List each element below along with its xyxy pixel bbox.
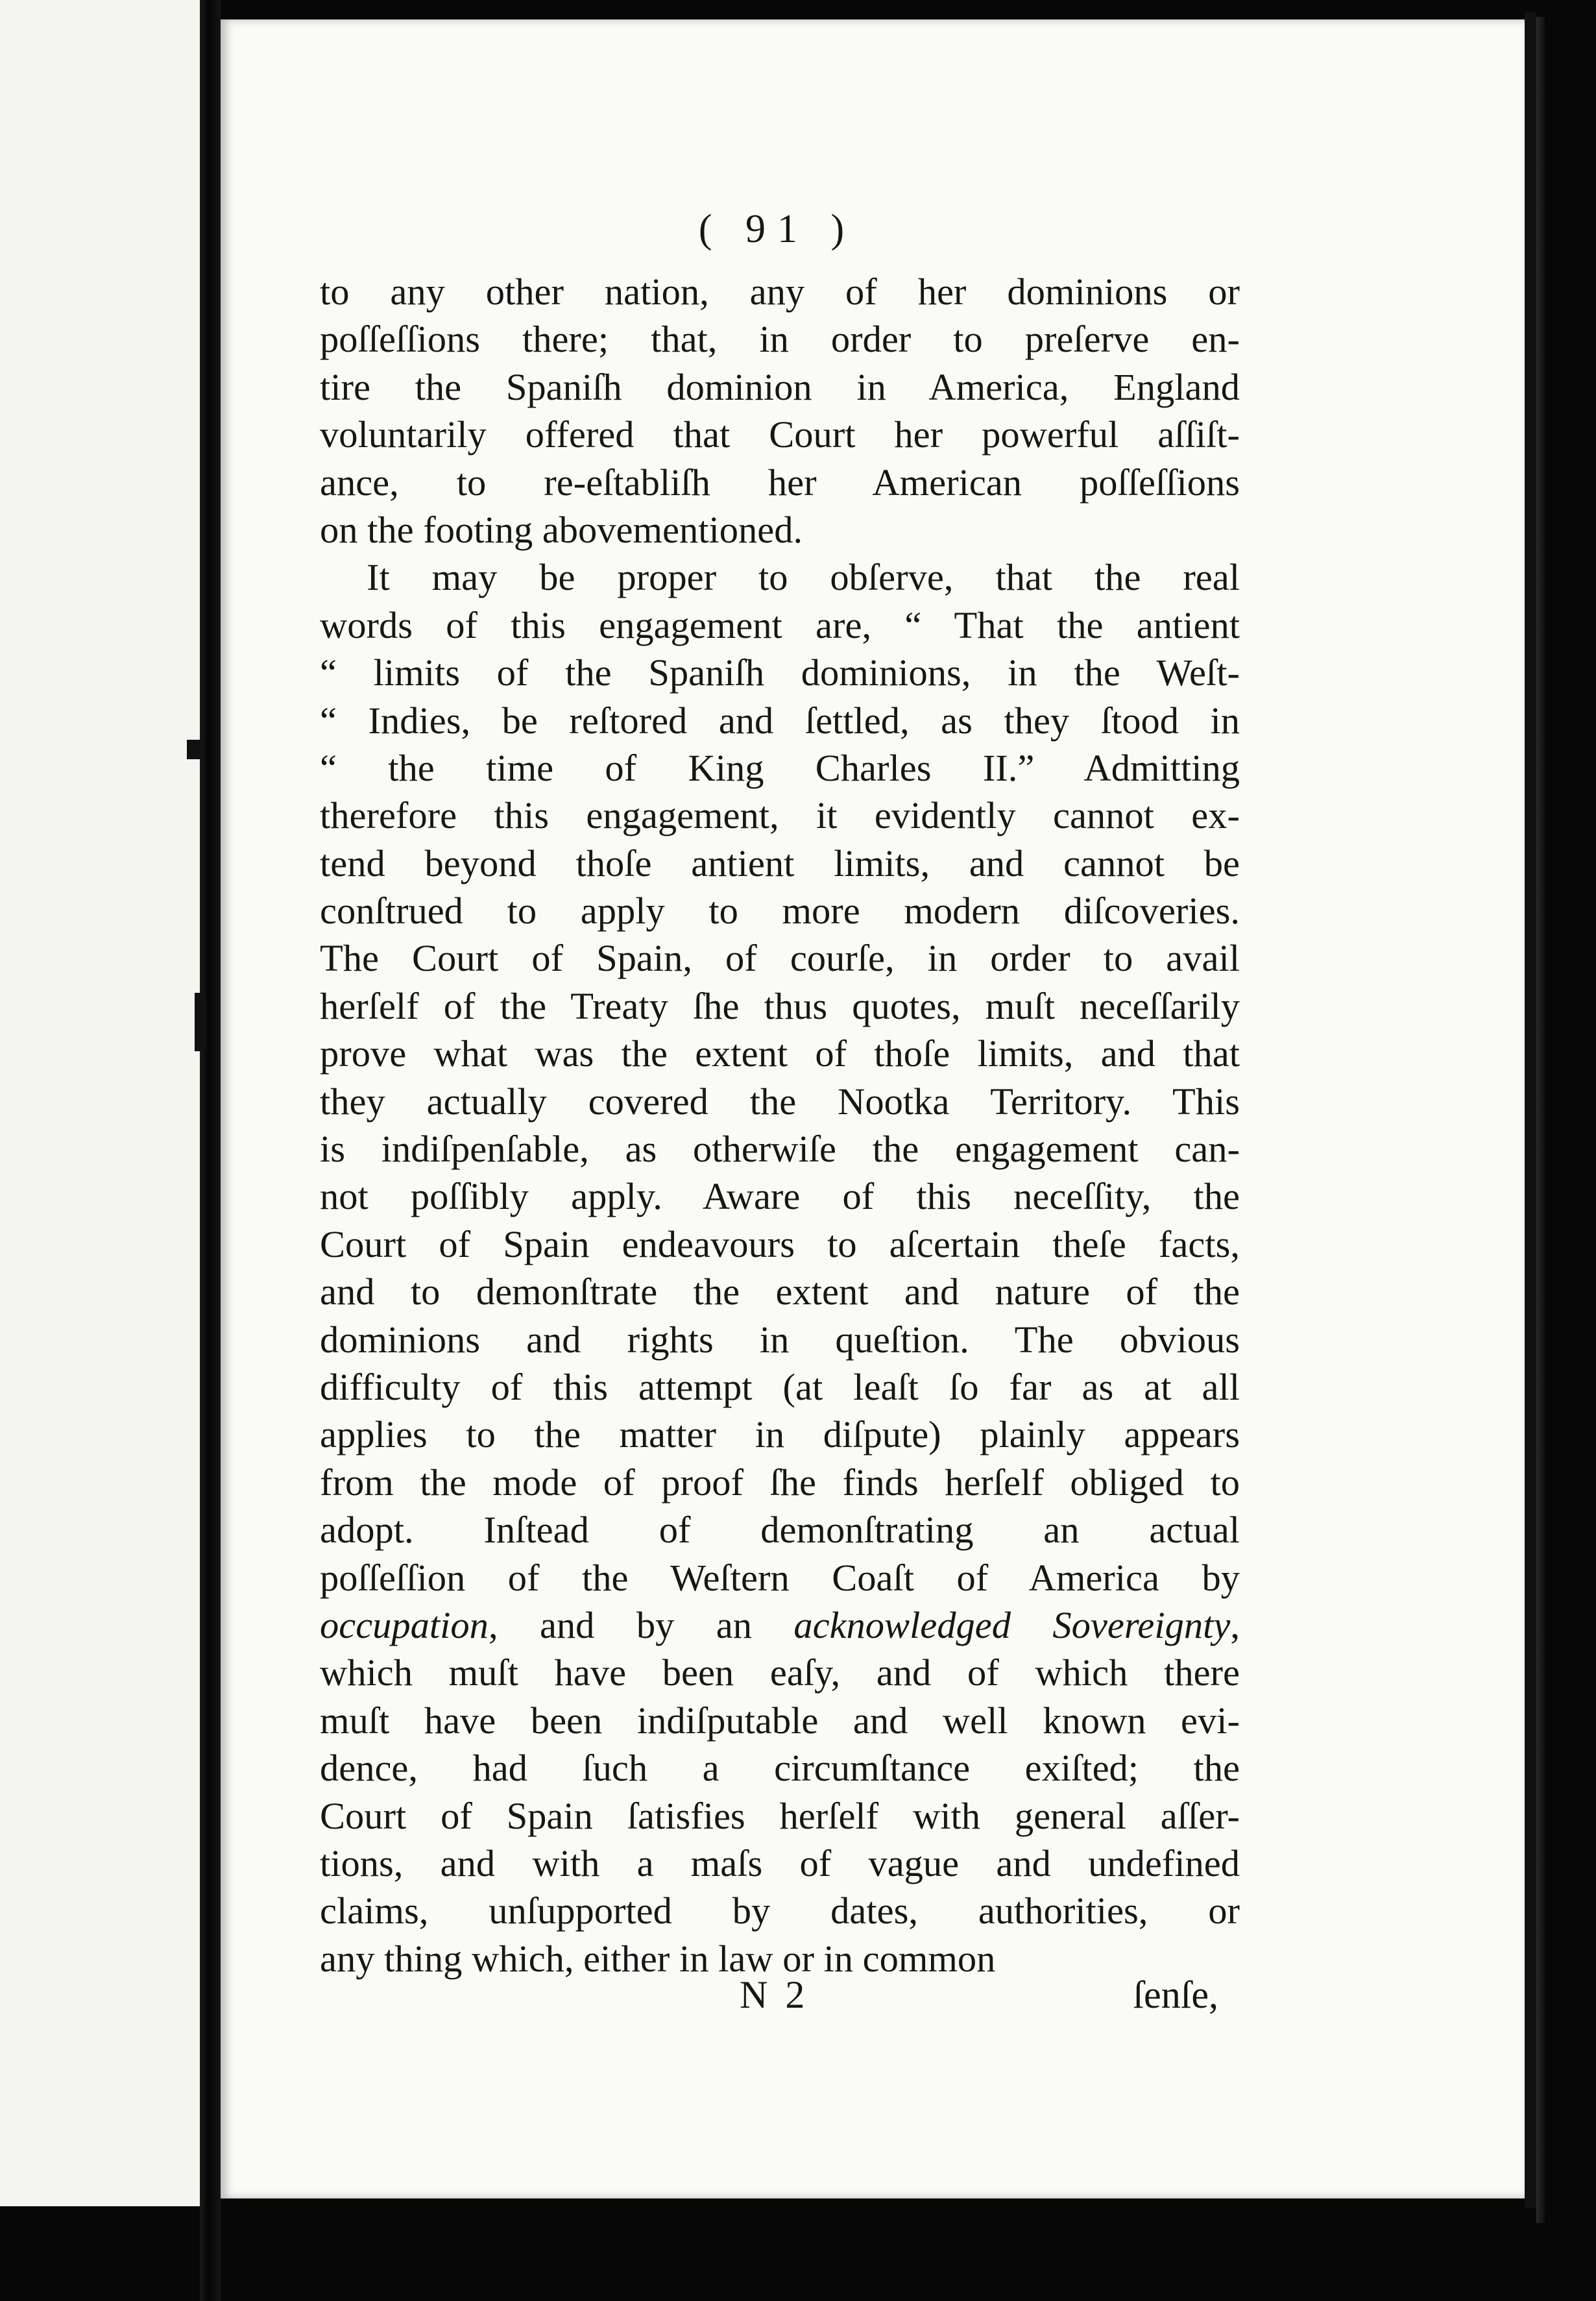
text-line: prove what was the extent of thoſe limits, and that	[320, 1032, 1240, 1075]
text-line: not poſſibly apply. Aware of this neceſſity, the	[320, 1175, 1240, 1218]
text-line: to any other nation, any of her dominions or	[320, 271, 1240, 313]
facing-page-left	[0, 0, 200, 2206]
text-line: poſſeſſions there; that, in order to preſerve en-	[320, 318, 1240, 361]
text-line: words of this engagement are, “ That the antient	[320, 603, 1240, 646]
italic-acknowledged-sovereignty: acknowledged Sovereignty	[793, 1603, 1231, 1646]
text-line: which muſt have been eaſy, and of which there	[320, 1651, 1240, 1694]
catchword: ſenſe,	[1133, 1973, 1218, 2016]
text-line: and to demonſtrate the extent and nature of the	[320, 1271, 1240, 1313]
text-line: they actually covered the Nootka Territory. This	[320, 1080, 1240, 1123]
text-line: therefore this engagement, it evidently cannot ex-	[320, 794, 1240, 837]
binding-mark	[187, 740, 201, 759]
text-line: tend beyond thoſe antient limits, and cannot be	[320, 842, 1240, 884]
text-line: tire the Spaniſh dominion in America, England	[320, 365, 1240, 408]
text-line: ance, to re-eſtabliſh her American poſſeſſions	[320, 461, 1240, 504]
text-line: is indiſpenſable, as otherwiſe the engagement can-	[320, 1128, 1240, 1171]
text-line: adopt. Inſtead of demonſtrating an actual	[320, 1509, 1240, 1552]
page-edge	[1525, 12, 1536, 2208]
text-line: tions, and with a maſs of vague and undefined	[320, 1842, 1240, 1884]
book-gutter	[200, 0, 221, 2301]
text-line: Court of Spain endeavours to aſcertain theſe facts,	[320, 1223, 1240, 1265]
text-line: dominions and rights in queſtion. The obvious	[320, 1318, 1240, 1361]
text-line: “ limits of the Spaniſh dominions, in the Weſt-	[320, 651, 1240, 694]
page-edge-stack	[1536, 17, 1545, 2223]
paragraph-first-line: It may be proper to obſerve, that the real	[367, 556, 1240, 599]
text-line: from the mode of proof ſhe finds herſelf obliged to	[320, 1461, 1240, 1504]
text-line: difficulty of this attempt (at leaſt ſo far as at all	[320, 1365, 1240, 1408]
text-line: conſtrued to apply to more modern diſcoveries.	[320, 890, 1240, 932]
text-line: herſelf of the Treaty ſhe thus quotes, muſt neceſſarily	[320, 984, 1240, 1027]
text-line: occupation, and by an acknowledged Sovereignty,	[320, 1603, 1240, 1646]
text-line: Court of Spain ſatisfies herſelf with general aſſer-	[320, 1794, 1240, 1837]
text-line: applies to the matter in diſpute) plainly appears	[320, 1413, 1240, 1456]
text-line: dence, had ſuch a circumſtance exiſted; the	[320, 1747, 1240, 1790]
text-line: “ the time of King Charles II.” Admitting	[320, 746, 1240, 789]
text-line: The Court of Spain, of courſe, in order to avail	[320, 937, 1240, 980]
page-number: ( 91 )	[698, 207, 856, 251]
text-line: claims, unſupported by dates, authorities, or	[320, 1890, 1240, 1932]
signature-mark: N 2	[740, 1973, 809, 2016]
text-line: “ Indies, be reſtored and ſettled, as they ſtood in	[320, 699, 1240, 742]
text-line: poſſeſſion of the Weſtern Coaſt of America by	[320, 1556, 1240, 1599]
binding-mark	[195, 993, 206, 1051]
text-line: on the footing abovementioned.	[320, 508, 803, 551]
body-text	[320, 268, 1240, 1982]
text-line: voluntarily offered that Court her powerful aſſiſt-	[320, 413, 1240, 456]
italic-occupation: occupation	[320, 1603, 489, 1646]
text-line: any thing which, either in law or in common	[320, 1937, 996, 1980]
text-line: muſt have been indiſputable and well known evi-	[320, 1699, 1240, 1742]
